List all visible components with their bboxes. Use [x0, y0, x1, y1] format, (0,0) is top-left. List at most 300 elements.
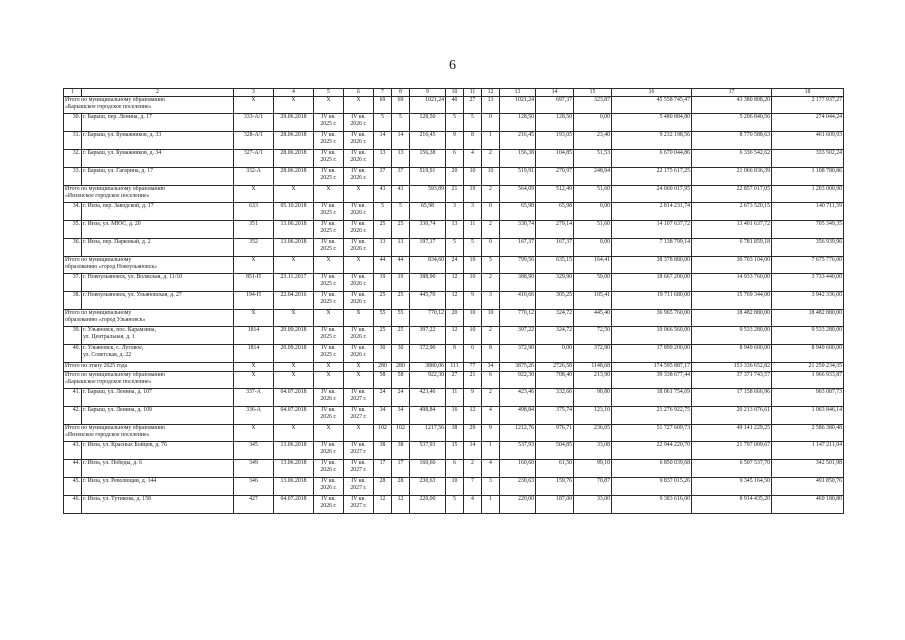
value-cell: 1217,56 [410, 425, 446, 442]
planned-start-cell: IV кв. 2026 г. [314, 407, 344, 425]
value-cell: X [344, 257, 374, 274]
address-cell: г. Инза, ул. МЮС, д. 20 [82, 221, 234, 239]
address-cell: г. Инза, пер. Парковый, д. 2 [82, 239, 234, 257]
value-cell: X [314, 363, 344, 372]
value-cell: 8 949 600,00 [772, 345, 844, 363]
value-cell: 7 [464, 478, 482, 496]
value-cell: 18 482 880,00 [772, 310, 844, 327]
document-date-cell: 04.07.2018 [274, 496, 314, 514]
value-cell: 13 [374, 239, 392, 257]
value-cell: 372,90 [500, 345, 536, 363]
value-cell: 34 [374, 407, 392, 425]
value-cell: 0 [482, 114, 500, 132]
value-cell: 9 [446, 132, 464, 150]
row-number-cell: 34. [64, 203, 82, 221]
value-cell: 65,98 [500, 203, 536, 221]
address-cell: г. Инза, ул. Победы, д. 6 [82, 460, 234, 478]
value-cell: 104,85 [536, 150, 574, 168]
value-cell: 10 [482, 168, 500, 186]
table-row [64, 292, 844, 310]
row-number-cell: 44. [64, 460, 82, 478]
column-number-cell: 4 [274, 89, 314, 97]
value-cell: 24 [392, 389, 410, 407]
value-cell: 9 837 015,26 [612, 478, 692, 496]
row-number-cell: 33. [64, 168, 82, 186]
value-cell: 16 [446, 407, 464, 425]
value-cell: 0 [482, 203, 500, 221]
value-cell: 274 044,24 [772, 114, 844, 132]
value-cell: 21 276 922,75 [612, 407, 692, 425]
value-cell: 20 [446, 310, 464, 327]
planned-end-cell: IV кв. 2026 г. [344, 114, 374, 132]
planned-end-cell: IV кв. 2026 г. [344, 132, 374, 150]
value-cell: 445,70 [410, 292, 446, 310]
value-cell: 388,90 [410, 274, 446, 292]
column-number-cell: 13 [500, 89, 536, 97]
value-cell: 160,60 [410, 460, 446, 478]
subtotal-label-cell: Итого по этапу 2025 года [64, 363, 234, 372]
value-cell: 14 933 760,00 [692, 274, 772, 292]
value-cell: 187,00 [536, 496, 574, 514]
value-cell: 12 [464, 407, 482, 425]
value-cell: 14 [464, 442, 482, 460]
value-cell: 13 [482, 97, 500, 114]
subtotal-label-cell: Итого по муниципальному образованию «Барышское городское поселение» [64, 97, 234, 114]
document-number-cell: 333-А/1 [234, 114, 274, 132]
value-cell: 61,50 [536, 460, 574, 478]
value-cell: 519,91 [410, 168, 446, 186]
value-cell: 34 [392, 407, 410, 425]
row-number-cell: 43. [64, 442, 82, 460]
subtotal-row [64, 257, 844, 274]
value-cell: 14 [374, 132, 392, 150]
value-cell: 29 [464, 425, 482, 442]
value-cell: 43 [374, 186, 392, 203]
value-cell: 6 [482, 372, 500, 389]
planned-start-cell: IV кв. 2025 г. [314, 132, 344, 150]
value-cell: 220,00 [410, 496, 446, 514]
value-cell: 140 711,59 [772, 203, 844, 221]
address-cell: г. Ульяновск, пос. Карамзина, ул. Центральная, д. 1 [82, 327, 234, 345]
column-number-cell: 16 [612, 89, 692, 97]
value-cell: 49 141 229,25 [692, 425, 772, 442]
planned-start-cell: IV кв. 2025 г. [314, 221, 344, 239]
planned-start-cell: IV кв. 2026 г. [314, 460, 344, 478]
value-cell: 5 [446, 114, 464, 132]
subtotal-label-cell: Итого по муниципальному образованию «Инзенское городское поселение» [64, 425, 234, 442]
value-cell: 1212,76 [500, 425, 536, 442]
value-cell: 21 797 009,67 [692, 442, 772, 460]
value-cell: 25 [392, 221, 410, 239]
value-cell: 14 107 637,72 [612, 221, 692, 239]
address-cell: г. Инза, ул. Красных Бойцов, д. 76 [82, 442, 234, 460]
value-cell: 19 [464, 257, 482, 274]
value-cell: 24 060 017,95 [612, 186, 692, 203]
value-cell: 410,66 [500, 292, 536, 310]
value-cell: 770,12 [410, 310, 446, 327]
subtotal-label-cell: Итого по муниципальному образованию «Барышское городское поселение» [64, 372, 234, 389]
value-cell: 280 [374, 363, 392, 372]
value-cell: 69 [392, 97, 410, 114]
value-cell: X [234, 257, 274, 274]
value-cell: 21 [464, 372, 482, 389]
value-cell: 59,00 [574, 274, 612, 292]
value-cell: 13 [392, 239, 410, 257]
value-cell: 5 [482, 257, 500, 274]
value-cell: 0 [464, 345, 482, 363]
document-date-cell: 28.06.2018 [274, 168, 314, 186]
planned-start-cell: IV кв. 2026 г. [314, 496, 344, 514]
value-cell: 2 [464, 460, 482, 478]
document-date-cell: 28.06.2018 [274, 132, 314, 150]
value-cell: 27 [464, 97, 482, 114]
value-cell: 9 232 198,56 [612, 132, 692, 150]
value-cell: 230,63 [410, 478, 446, 496]
value-cell: 329,90 [536, 274, 574, 292]
value-cell: 15 769 344,00 [692, 292, 772, 310]
value-cell: 51,60 [574, 186, 612, 203]
value-cell: 2 [482, 150, 500, 168]
value-cell: 2726,58 [536, 363, 574, 372]
value-cell: 4 [482, 460, 500, 478]
value-cell: X [344, 372, 374, 389]
address-cell: г. Барыш, ул. Бумажников, д. 34 [82, 150, 234, 168]
value-cell: 799,56 [500, 257, 536, 274]
subtotal-row [64, 310, 844, 327]
value-cell: 28 [374, 478, 392, 496]
value-cell: 45 558 745,47 [612, 97, 692, 114]
value-cell: 13 [392, 150, 410, 168]
value-cell: 635,15 [536, 257, 574, 274]
value-cell: 156,38 [500, 150, 536, 168]
document-date-cell: 28.06.2018 [274, 150, 314, 168]
value-cell: 323,87 [574, 97, 612, 114]
value-cell: 20 213 076,61 [692, 407, 772, 425]
value-cell: 3880,06 [410, 363, 446, 372]
value-cell: 58 [374, 372, 392, 389]
value-cell: 18 667 200,00 [612, 274, 692, 292]
value-cell: 128,50 [500, 114, 536, 132]
value-cell: 5 206 840,56 [692, 114, 772, 132]
value-cell: 976,71 [536, 425, 574, 442]
value-cell: 164,41 [574, 257, 612, 274]
value-cell: X [274, 97, 314, 114]
value-cell: 330,74 [500, 221, 536, 239]
page-number: 6 [449, 58, 456, 73]
value-cell: X [314, 186, 344, 203]
address-cell: г. Барыш, пер. Ленина, д. 17 [82, 114, 234, 132]
planned-start-cell: IV кв. 2025 г. [314, 274, 344, 292]
value-cell: 14 [392, 132, 410, 150]
value-cell: 1 108 780,86 [772, 168, 844, 186]
value-cell: 216,45 [410, 132, 446, 150]
planned-start-cell: IV кв. 2025 г. [314, 345, 344, 363]
value-cell: 55 [374, 310, 392, 327]
planned-end-cell: IV кв. 2026 г. [344, 292, 374, 310]
value-cell: 30 703 104,00 [692, 257, 772, 274]
value-cell: X [344, 425, 374, 442]
value-cell: 58 [392, 372, 410, 389]
value-cell: 5 [374, 114, 392, 132]
value-cell: 38 [392, 442, 410, 460]
planned-start-cell: IV кв. 2025 г. [314, 150, 344, 168]
value-cell: 38 [374, 442, 392, 460]
value-cell: 25 [374, 327, 392, 345]
value-cell: 7 675 776,00 [772, 257, 844, 274]
document-number-cell: 1814 [234, 345, 274, 363]
table-row [64, 442, 844, 460]
value-cell: 30 [392, 345, 410, 363]
value-cell: 19 [374, 274, 392, 292]
row-number-cell: 40. [64, 345, 82, 363]
value-cell: 445,40 [574, 310, 612, 327]
row-number-cell: 41. [64, 389, 82, 407]
value-cell: 1 [482, 496, 500, 514]
value-cell: 372,90 [410, 345, 446, 363]
value-cell: 397,22 [500, 327, 536, 345]
document-number-cell: 349 [234, 460, 274, 478]
value-cell: 51,53 [574, 150, 612, 168]
document-date-cell: 13.06.2018 [274, 239, 314, 257]
value-cell: 33,00 [574, 496, 612, 514]
value-cell: 9 533 280,00 [692, 327, 772, 345]
value-cell: 40 [446, 97, 464, 114]
document-date-cell: 23.11.2017 [274, 274, 314, 292]
document-number-cell: 851-П [234, 274, 274, 292]
value-cell: 2 814 231,74 [612, 203, 692, 221]
planned-end-cell: IV кв. 2026 г. [344, 345, 374, 363]
value-cell: 708,40 [536, 372, 574, 389]
value-cell: 13 401 637,72 [692, 221, 772, 239]
value-cell: 9 383 616,00 [612, 496, 692, 514]
planned-start-cell: IV кв. 2025 г. [314, 168, 344, 186]
value-cell: 34 [482, 363, 500, 372]
table-row [64, 221, 844, 239]
value-cell: 834,60 [410, 257, 446, 274]
value-cell: 24 [446, 257, 464, 274]
value-cell: 22 944 220,70 [612, 442, 692, 460]
value-cell: 220,00 [500, 496, 536, 514]
value-cell: 2 177 937,27 [772, 97, 844, 114]
value-cell: 1 147 211,04 [772, 442, 844, 460]
value-cell: 90,80 [574, 389, 612, 407]
column-number-cell: 3 [234, 89, 274, 97]
value-cell: 9 [464, 292, 482, 310]
housing-program-table [63, 88, 844, 514]
value-cell: 55 [392, 310, 410, 327]
column-number-cell: 18 [772, 89, 844, 97]
value-cell: 537,93 [410, 442, 446, 460]
document-number-cell: 336-А [234, 407, 274, 425]
value-cell: 9 [482, 425, 500, 442]
value-cell: 2 673 520,15 [692, 203, 772, 221]
value-cell: 10 [482, 310, 500, 327]
value-cell: 1 [482, 132, 500, 150]
value-cell: 324,72 [536, 310, 574, 327]
value-cell: 5 [392, 114, 410, 132]
value-cell: X [314, 257, 344, 274]
value-cell: 375,74 [536, 407, 574, 425]
value-cell: 0 [482, 239, 500, 257]
planned-start-cell: IV кв. 2025 г. [314, 203, 344, 221]
value-cell: 111 [446, 363, 464, 372]
document-date-cell: 05.10.2018 [274, 203, 314, 221]
value-cell: 498,84 [500, 407, 536, 425]
value-cell: 11 [464, 221, 482, 239]
value-cell: 9 [464, 389, 482, 407]
value-cell: 236,05 [574, 425, 612, 442]
value-cell: 305,25 [536, 292, 574, 310]
value-cell: 1021,24 [500, 97, 536, 114]
row-number-cell: 39. [64, 327, 82, 345]
value-cell: X [274, 257, 314, 274]
value-cell: 197,17 [410, 239, 446, 257]
value-cell: 6 781 859,18 [692, 239, 772, 257]
value-cell: 12 [446, 274, 464, 292]
document-number-cell: 351 [234, 221, 274, 239]
column-number-cell: 7 [374, 89, 392, 97]
value-cell: 705 349,35 [772, 221, 844, 239]
value-cell: 270,97 [536, 168, 574, 186]
subtotal-label-cell: Итого по муниципальному образованию «город Ульяновск» [64, 310, 234, 327]
value-cell: 8 [446, 345, 464, 363]
value-cell: 0,00 [536, 345, 574, 363]
value-cell: 21 [446, 186, 464, 203]
value-cell: 19 [392, 274, 410, 292]
address-cell: г. Барыш, ул. Бумажников, д. 33 [82, 132, 234, 150]
value-cell: 25 [374, 292, 392, 310]
table-row [64, 150, 844, 168]
value-cell: 2 [482, 327, 500, 345]
table-row [64, 496, 844, 514]
value-cell: 324,72 [536, 327, 574, 345]
document-number-cell: 427 [234, 496, 274, 514]
value-cell: 44 [392, 257, 410, 274]
value-cell: 3 [446, 203, 464, 221]
value-cell: 1 [482, 442, 500, 460]
value-cell: 1 203 000,90 [772, 186, 844, 203]
value-cell: 123,10 [574, 407, 612, 425]
document-date-cell: 13.06.2018 [274, 442, 314, 460]
planned-end-cell: IV кв. 2027 г. [344, 496, 374, 514]
value-cell: 1148,68 [574, 363, 612, 372]
value-cell: 10 [464, 274, 482, 292]
value-cell: 3 [464, 203, 482, 221]
value-cell: 519,91 [500, 168, 536, 186]
value-cell: 10 [464, 327, 482, 345]
value-cell: 11 [446, 389, 464, 407]
value-cell: 6 336 542,62 [692, 150, 772, 168]
value-cell: 12 [374, 496, 392, 514]
value-cell: 461 609,93 [772, 132, 844, 150]
subtotal-row [64, 425, 844, 442]
document-number-cell: 194-П [234, 292, 274, 310]
value-cell: 23,40 [574, 132, 612, 150]
value-cell: X [344, 186, 374, 203]
planned-end-cell: IV кв. 2026 г. [344, 221, 374, 239]
table-row [64, 407, 844, 425]
address-cell: г. Инза, ул. Революции, д. 144 [82, 478, 234, 496]
planned-end-cell: IV кв. 2026 г. [344, 168, 374, 186]
value-cell: X [234, 97, 274, 114]
value-cell: 5 [464, 114, 482, 132]
value-cell: 8 949 600,00 [692, 345, 772, 363]
document-date-cell: 13.06.2018 [274, 478, 314, 496]
value-cell: 248,94 [574, 168, 612, 186]
value-cell: X [314, 97, 344, 114]
value-cell: 128,50 [536, 114, 574, 132]
value-cell: 512,49 [536, 186, 574, 203]
subtotal-row [64, 372, 844, 389]
address-cell: г. Инза, пер. Заводской, д. 17 [82, 203, 234, 221]
address-cell: г. Ульяновск, с. Луговое, ул. Советская, д. 22 [82, 345, 234, 363]
value-cell: X [234, 372, 274, 389]
value-cell: 330,74 [410, 221, 446, 239]
value-cell: 167,37 [500, 239, 536, 257]
document-number-cell: 352 [234, 239, 274, 257]
subtotal-label-cell: Итого по муниципальному образованию «Инзенское городское поселение» [64, 186, 234, 203]
document-number-cell: 346 [234, 478, 274, 496]
document-date-cell: 04.07.2018 [274, 389, 314, 407]
row-number-cell: 37. [64, 274, 82, 292]
value-cell: 2 586 380,48 [772, 425, 844, 442]
value-cell: 230,63 [500, 478, 536, 496]
value-cell: X [314, 425, 344, 442]
table-row [64, 460, 844, 478]
value-cell: 102 [392, 425, 410, 442]
value-cell: 193,05 [536, 132, 574, 150]
value-cell: 43 380 808,20 [692, 97, 772, 114]
document-date-cell: 04.07.2018 [274, 407, 314, 425]
value-cell: 3 [482, 292, 500, 310]
value-cell: 5 480 884,80 [612, 114, 692, 132]
table-row [64, 132, 844, 150]
planned-start-cell: IV кв. 2026 г. [314, 442, 344, 460]
value-cell: 4 [464, 496, 482, 514]
value-cell: 38 [446, 425, 464, 442]
value-cell: 37 [392, 168, 410, 186]
value-cell: 469 180,80 [772, 496, 844, 514]
value-cell: 174 595 887,17 [612, 363, 692, 372]
value-cell: 498,84 [410, 407, 446, 425]
value-cell: 6 850 039,68 [612, 460, 692, 478]
value-cell: 423,46 [410, 389, 446, 407]
value-cell: 8 914 435,20 [692, 496, 772, 514]
value-cell: 1 063 846,14 [772, 407, 844, 425]
value-cell: 356 939,96 [772, 239, 844, 257]
value-cell: 37 [374, 168, 392, 186]
value-cell: 279,14 [536, 221, 574, 239]
value-cell: 13 [374, 150, 392, 168]
document-date-cell: 20.09.2018 [274, 327, 314, 345]
value-cell: 38 378 880,00 [612, 257, 692, 274]
value-cell: 102 [374, 425, 392, 442]
value-cell: 13 [446, 221, 464, 239]
value-cell: 10 [446, 478, 464, 496]
value-cell: 12 [446, 292, 464, 310]
value-cell: 70,87 [574, 478, 612, 496]
table-row [64, 239, 844, 257]
row-number-cell: 35. [64, 221, 82, 239]
value-cell: 43 [392, 186, 410, 203]
document-date-cell: 22.04.2016 [274, 292, 314, 310]
document-number-cell: 332-А [234, 168, 274, 186]
value-cell: 4 [482, 407, 500, 425]
value-cell: 17 [392, 460, 410, 478]
value-cell: 22 175 617,25 [612, 168, 692, 186]
planned-end-cell: IV кв. 2027 г. [344, 407, 374, 425]
value-cell: 25 [374, 221, 392, 239]
